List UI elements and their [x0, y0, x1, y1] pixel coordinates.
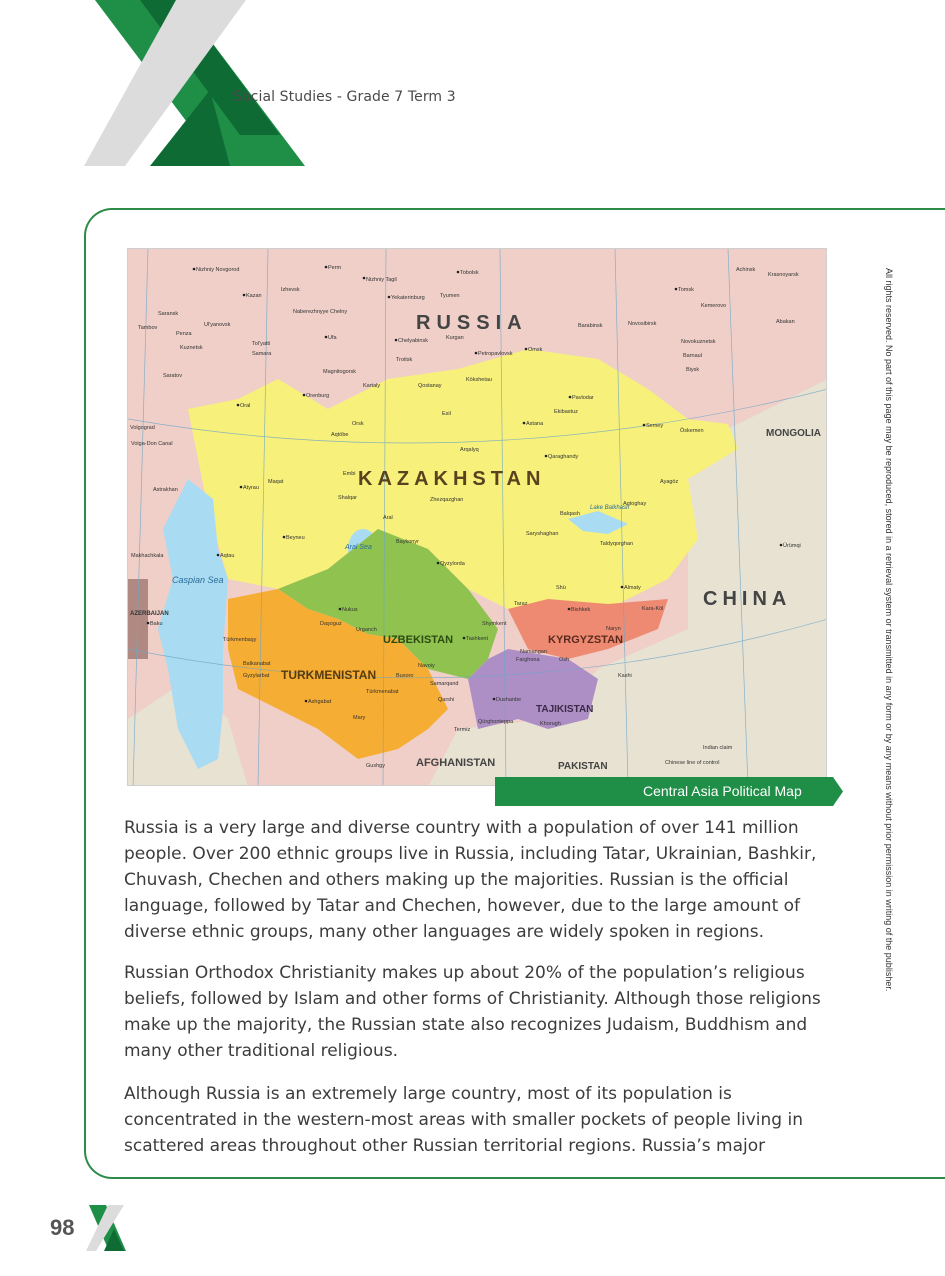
- map-label-kyrgyzstan: KYRGYZSTAN: [548, 634, 623, 646]
- city-label: Semey: [646, 423, 664, 429]
- city-label: Ul'yanovsk: [204, 322, 231, 328]
- city-label: Petropavlovsk: [478, 351, 513, 357]
- city-label: Kara-Köl: [642, 606, 664, 612]
- page-number: 98: [50, 1215, 75, 1240]
- city-label: Taldyqorghan: [600, 541, 634, 547]
- city-label: Tambov: [138, 325, 158, 331]
- city-label: Pavlodar: [572, 395, 594, 401]
- city-label: Qaraghandy: [548, 454, 579, 460]
- map-caption: Central Asia Political Map: [643, 783, 802, 799]
- city-label: Aqtoghay: [623, 501, 647, 507]
- city-label: Daşoguz: [320, 621, 342, 627]
- map-label-caspian: Caspian Sea: [172, 575, 224, 585]
- paragraph-2: Russian Orthodox Christianity makes up about 20% of the population’s religious beliefs, followed by Islam and other forms of Christianity. Although those religions make up the majority, the Russian state also recognizes Judaism, Buddhism and many other traditional religious.: [124, 963, 821, 1061]
- city-label: Orsk: [352, 421, 364, 427]
- city-label: Nizhniy Tagil: [366, 277, 397, 283]
- city-label: Abakan: [776, 319, 795, 325]
- city-label: Biysk: [686, 367, 700, 373]
- city-label: Türkmenabat: [366, 689, 399, 695]
- city-label: Naryn: [606, 626, 621, 632]
- city-label: Penza: [176, 331, 192, 337]
- city-label: Tomsk: [678, 287, 694, 293]
- city-label: Shymkent: [482, 621, 507, 627]
- city-label: Tashkent: [466, 636, 489, 642]
- copyright-note: All rights reserved. No part of this page may be reproduced, stored in a retrieval system or transmitted in any form or by any means without prior permission in writing of the publisher.: [884, 268, 894, 992]
- city-label: Arqalyq: [460, 447, 479, 453]
- city-label: Kashi: [618, 673, 632, 679]
- city-label: Atyrau: [243, 485, 259, 491]
- city-label: Taraz: [514, 601, 528, 607]
- city-label: Aral: [383, 515, 393, 521]
- city-label: Qürghonteppa: [478, 719, 514, 725]
- paragraph-3: Although Russia is an extremely large country, most of its population is concentrated in the western-most areas with smaller pockets of people living in scattered areas throughout other Russian territorial regions. Russia’s major: [124, 1084, 803, 1156]
- city-label: Baykonyr: [396, 539, 419, 545]
- city-label: Volgograd: [130, 425, 155, 431]
- map-label-mongolia: MONGOLIA: [766, 428, 821, 439]
- city-label: Makhachkala: [131, 553, 164, 559]
- map-label-kazakhstan: KAZAKHSTAN: [358, 468, 546, 490]
- city-label: Magnitogorsk: [323, 369, 357, 375]
- city-label: Osh: [559, 657, 570, 663]
- city-label: Astana: [526, 421, 544, 427]
- city-label: Gushgy: [366, 763, 385, 769]
- city-label: Qarshi: [438, 697, 455, 703]
- map-label-tajikistan: TAJIKISTAN: [536, 704, 594, 715]
- city-label: Khorugh: [540, 721, 561, 727]
- city-label: Naberezhnyye Chelny: [293, 309, 348, 315]
- map-label-pakistan: PAKISTAN: [558, 761, 608, 772]
- city-label: Samara: [252, 351, 272, 357]
- city-label: Chelyabinsk: [398, 338, 428, 344]
- city-label: Namangan: [520, 649, 547, 655]
- city-label: Aqtau: [220, 553, 235, 559]
- city-label: Krasnoyarsk: [768, 272, 799, 278]
- city-label: Termiz: [454, 727, 471, 733]
- city-label: Qostanay: [418, 383, 442, 389]
- city-label: Dushanbe: [496, 697, 522, 703]
- city-label: Omsk: [528, 347, 543, 353]
- city-label: Öskemen: [680, 428, 704, 434]
- city-label: Gyzylarbat: [243, 673, 270, 679]
- city-label: Kurgan: [446, 335, 464, 341]
- city-label: Qyzylorda: [440, 561, 465, 567]
- central-asia-map: [127, 248, 827, 786]
- city-label: Farghona: [516, 657, 540, 663]
- footer-logo-icon: [86, 1205, 126, 1251]
- city-label: Nukus: [342, 607, 358, 613]
- city-label: Achinsk: [736, 267, 756, 273]
- city-label: Urganch: [356, 627, 377, 633]
- city-label: Shalqar: [338, 495, 357, 501]
- city-label: Novosibirsk: [628, 321, 657, 327]
- city-label: Zhezqazghan: [430, 497, 464, 503]
- city-label: Embi: [343, 471, 356, 477]
- city-label: Izhevsk: [281, 287, 300, 293]
- city-label: Kemerovo: [701, 303, 727, 309]
- city-label: Balqash: [560, 511, 580, 517]
- city-label: Buxoro: [396, 673, 414, 679]
- header-title: Social Studies - Grade 7 Term 3: [233, 89, 456, 105]
- city-label: Maqat: [268, 479, 284, 485]
- map-label-azerbaijan: AZERBAIJAN: [130, 611, 169, 617]
- city-label: Navoiy: [418, 663, 435, 669]
- city-label: Ekibastuz: [554, 409, 578, 415]
- city-label: Tol'yatti: [252, 341, 271, 347]
- city-label: Ayagöz: [660, 479, 679, 485]
- city-label: Ufa: [328, 335, 337, 341]
- city-label: Balkanabat: [243, 661, 271, 667]
- city-label: Troitsk: [396, 357, 413, 363]
- brand-logo-icon: [80, 0, 330, 170]
- city-label: Saryshaghan: [526, 531, 559, 537]
- map-label-balkhash: Lake Balkhash: [590, 505, 630, 511]
- city-label: Ashgabat: [308, 699, 332, 705]
- map-label-afghanistan: AFGHANISTAN: [416, 757, 496, 769]
- city-label: Novokuznetsk: [681, 339, 716, 345]
- city-label: Tobolsk: [460, 270, 479, 276]
- map-label-turkmenistan: TURKMENISTAN: [281, 668, 377, 682]
- city-label: Ürümqi: [783, 543, 801, 549]
- map-label-china: CHINA: [703, 588, 792, 610]
- city-label: Mary: [353, 715, 366, 721]
- city-label: Orenburg: [306, 393, 330, 399]
- city-label: Samarqand: [430, 681, 459, 687]
- city-label: Kazan: [246, 293, 262, 299]
- map-label-aral: Aral Sea: [345, 544, 372, 551]
- map-note-chinese-line: Chinese line of control: [665, 760, 720, 766]
- city-label: Tyumen: [440, 293, 460, 299]
- city-label: Yekaterinburg: [391, 295, 425, 301]
- city-label: Barnaul: [683, 353, 702, 359]
- city-label: Baku: [150, 621, 163, 627]
- city-label: Beyneu: [286, 535, 305, 541]
- city-label: Aqtöbe: [331, 432, 349, 438]
- city-label: Saratov: [163, 373, 182, 379]
- city-label: Saransk: [158, 311, 179, 317]
- city-label: Kartaly: [363, 383, 381, 389]
- city-label: Oral: [240, 403, 251, 409]
- map-note-indian-claim: Indian claim: [703, 745, 733, 751]
- city-label: Türkmenbaşy: [223, 637, 257, 643]
- paragraph-1: Russia is a very large and diverse country with a population of over 141 million people. Over 200 ethnic groups live in Russia, including Tatar, Ukrainian, Bashkir, Chuvash, Chechen and others making up the majorities. Russian is the official language, followed by Tatar and Chechen, however, due to the large amount of diverse ethnic groups, many other languages are widely spoken in regions.: [124, 818, 817, 942]
- city-label: Kuznetsk: [180, 345, 203, 351]
- city-label: Barabinsk: [578, 323, 603, 329]
- city-label: Shü: [556, 585, 566, 591]
- city-label: Almaty: [624, 585, 641, 591]
- city-label: Esil: [442, 411, 451, 417]
- city-label: Perm: [328, 265, 342, 271]
- city-label: Nizhniy Novgorod: [196, 267, 240, 273]
- map-label-russia: RUSSIA: [416, 312, 528, 334]
- map-note-volga-don: Volga-Don Canal: [131, 441, 173, 447]
- city-label: Bishkek: [571, 607, 591, 613]
- city-label: Kökshetau: [466, 377, 492, 383]
- map-label-uzbekistan: UZBEKISTAN: [383, 634, 454, 646]
- city-label: Astrakhan: [153, 487, 178, 493]
